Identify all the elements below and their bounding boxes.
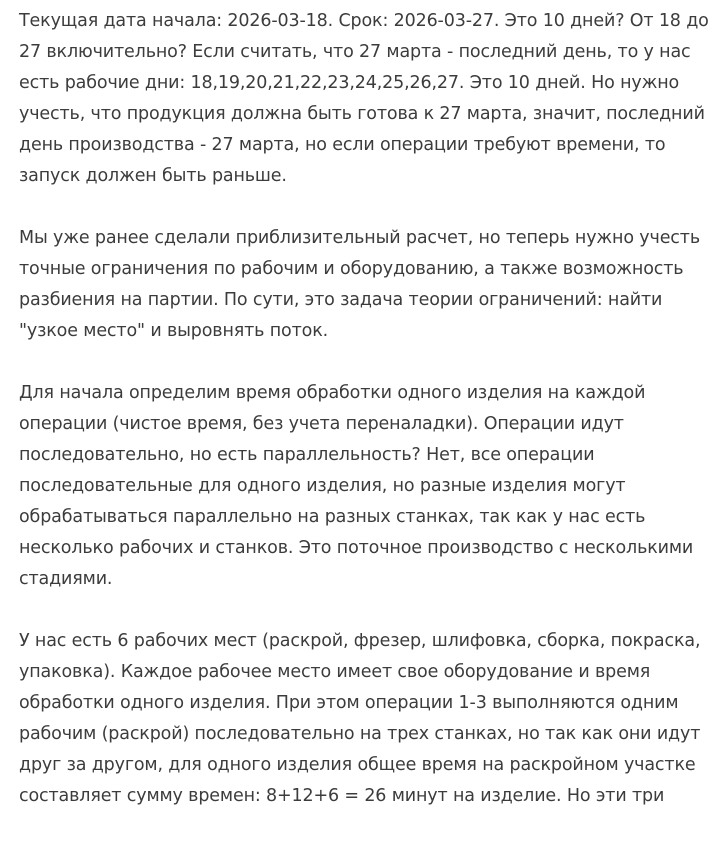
text-line: Мы уже ранее сделали приблизительный расчет, но теперь нужно учесть <box>19 228 700 248</box>
text-line: стадиями. <box>19 569 113 589</box>
text-line: разбиения на партии. По сути, это задача теории ограничений: найти <box>19 290 663 310</box>
text-line: последовательные для одного изделия, но разные изделия могут <box>19 476 626 496</box>
text-line: друг за другом, для одного изделия общее время на раскройном участке <box>19 755 696 775</box>
text-line: Текущая дата начала: 2026-03-18. Срок: 2026-03-27. Это 10 дней? От 18 до <box>19 11 709 31</box>
text-line: несколько рабочих и станков. Это поточное производство с несколькими <box>19 538 694 558</box>
text-line: 27 включительно? Если считать, что 27 марта - последний день, то у нас <box>19 42 691 62</box>
text-line: рабочим (раскрой) последовательно на трех станках, но так как они идут <box>19 724 701 744</box>
text-line: У нас есть 6 рабочих мест (раскрой, фрезер, шлифовка, сборка, покраска, <box>19 631 701 651</box>
text-line: операции (чистое время, без учета переналадки). Операции идут <box>19 414 624 434</box>
text-line: обрабатываться параллельно на разных станках, так как у нас есть <box>19 507 646 527</box>
text-line: составляет сумму времен: 8+12+6 = 26 минут на изделие. Но эти три <box>19 786 665 806</box>
text-line: последовательно, но есть параллельность? Нет, все операции <box>19 445 595 465</box>
text-line: запуск должен быть раньше. <box>19 166 287 186</box>
document-body <box>19 6 709 843</box>
text-line: Для начала определим время обработки одного изделия на каждой <box>19 383 646 403</box>
text-line: учесть, что продукция должна быть готова к 27 марта, значит, последний <box>19 104 705 124</box>
paragraph-workstations <box>19 626 709 812</box>
paragraph-processing-time <box>19 378 709 595</box>
text-line: обработки одного изделия. При этом операции 1-3 выполняются одним <box>19 693 679 713</box>
text-line: "узкое место" и выровнять поток. <box>19 321 329 341</box>
text-line: день производства - 27 марта, но если операции требуют времени, то <box>19 135 666 155</box>
text-line: точные ограничения по рабочим и оборудованию, а также возможность <box>19 259 684 279</box>
paragraph-constraints <box>19 223 709 347</box>
text-line: есть рабочие дни: 18,19,20,21,22,23,24,25,26,27. Это 10 дней. Но нужно <box>19 73 680 93</box>
paragraph-start-date <box>19 6 709 192</box>
text-line: упаковка). Каждое рабочее место имеет свое оборудование и время <box>19 662 651 682</box>
